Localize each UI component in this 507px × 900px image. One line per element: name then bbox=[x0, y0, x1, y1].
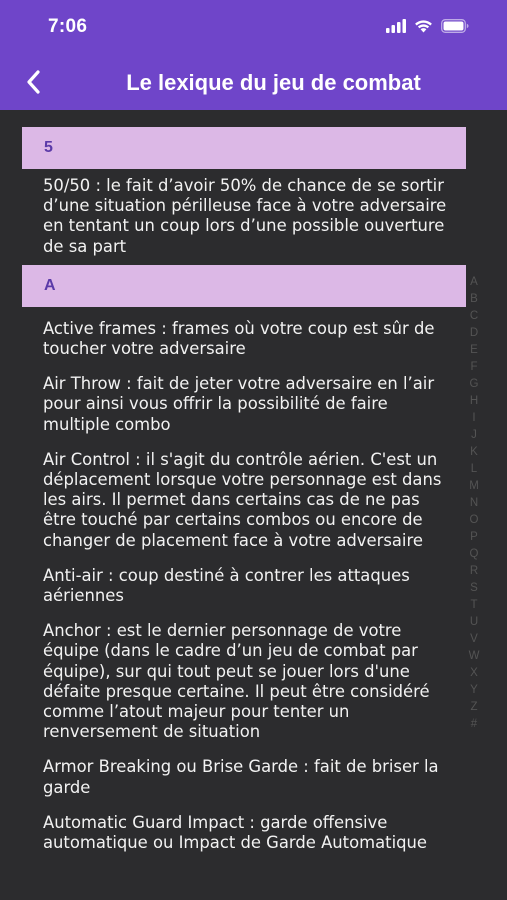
nav-bar bbox=[0, 58, 507, 110]
list-item[interactable]: Air Throw : fait de jeter votre adversaire en l’air pour ainsi vous offrir la possibilité de faire multiple combo bbox=[43, 374, 435, 434]
list-item[interactable]: Armor Breaking ou Brise Garde : fait de briser la garde bbox=[43, 757, 439, 797]
index-letter-p[interactable]: P bbox=[470, 531, 478, 543]
index-letter-x[interactable]: X bbox=[470, 667, 478, 679]
index-letter-s[interactable]: S bbox=[470, 582, 478, 594]
list-item[interactable]: Anti-air : coup destiné à contrer les attaques aériennes bbox=[43, 565, 410, 606]
index-letter-w[interactable]: W bbox=[468, 650, 480, 662]
index-letter-z[interactable]: Z bbox=[470, 701, 478, 713]
status-icons bbox=[386, 17, 469, 37]
chevron-left-icon bbox=[26, 70, 42, 98]
index-letter-o[interactable]: O bbox=[469, 514, 479, 526]
index-letter-f[interactable]: F bbox=[470, 361, 478, 373]
index-letter-k[interactable]: K bbox=[470, 446, 478, 458]
index-letter-n[interactable]: N bbox=[469, 497, 479, 509]
index-letter-g[interactable]: G bbox=[469, 378, 479, 390]
status-time: 7:06 bbox=[48, 16, 88, 37]
glossary-list bbox=[22, 127, 466, 861]
index-letter-r[interactable]: R bbox=[469, 565, 479, 577]
battery-icon bbox=[441, 18, 469, 37]
index-letter-v[interactable]: V bbox=[470, 633, 478, 645]
back-button[interactable] bbox=[18, 68, 50, 100]
index-letter-l[interactable]: L bbox=[470, 463, 478, 475]
index-letter-d[interactable]: D bbox=[469, 327, 479, 339]
list-item[interactable]: 50/50 : le fait d’avoir 50% de chance de se sortir d’une situation périlleuse face à votre adversaire en tentant un coup lors d’une possible ouverture de sa part bbox=[43, 176, 447, 256]
wifi-icon bbox=[414, 18, 433, 37]
index-letter-y[interactable]: Y bbox=[470, 684, 478, 696]
index-letter-a[interactable]: A bbox=[470, 276, 478, 288]
index-letter-u[interactable]: U bbox=[469, 616, 479, 628]
index-letter-b[interactable]: B bbox=[470, 293, 478, 305]
status-bar bbox=[0, 0, 507, 58]
list-item[interactable]: Automatic Guard Impact : garde offensive automatique ou Impact de Garde Automatique bbox=[43, 812, 428, 853]
section-header-a: A bbox=[22, 265, 466, 307]
list-item[interactable]: Anchor : est le dernier personnage de votre équipe (dans le cadre d’un jeu de combat par équipe), sur qui tout peut se jouer lors d'une défaite presque certaine. Il peut être considéré comme l’atout majeur pour tenter un renversement de situation bbox=[43, 621, 430, 742]
list-item[interactable]: Air Control : il s'agit du contrôle aérien. C'est un déplacement lorsque votre personnage est dans les airs. Il permet dans certains cas de ne pas être touché par certains combos ou encore de changer de placement face à votre adversaire bbox=[43, 449, 442, 550]
index-letter-hash[interactable]: # bbox=[470, 718, 478, 730]
glossary-content[interactable] bbox=[0, 110, 507, 900]
list-item[interactable]: Active frames : frames où votre coup est sûr de toucher votre adversaire bbox=[43, 318, 435, 359]
index-letter-m[interactable]: M bbox=[469, 480, 479, 492]
index-letter-j[interactable]: J bbox=[471, 429, 477, 441]
index-letter-e[interactable]: E bbox=[470, 344, 478, 356]
section-header-5: 5 bbox=[22, 127, 466, 169]
section-index bbox=[465, 274, 483, 733]
index-letter-c[interactable]: C bbox=[469, 310, 479, 322]
signal-icon bbox=[386, 18, 406, 37]
page-title: Le lexique du jeu de combat bbox=[126, 70, 421, 95]
index-letter-t[interactable]: T bbox=[470, 599, 478, 611]
index-letter-h[interactable]: H bbox=[469, 395, 479, 407]
index-letter-q[interactable]: Q bbox=[469, 548, 479, 560]
index-letter-i[interactable]: I bbox=[472, 412, 476, 424]
